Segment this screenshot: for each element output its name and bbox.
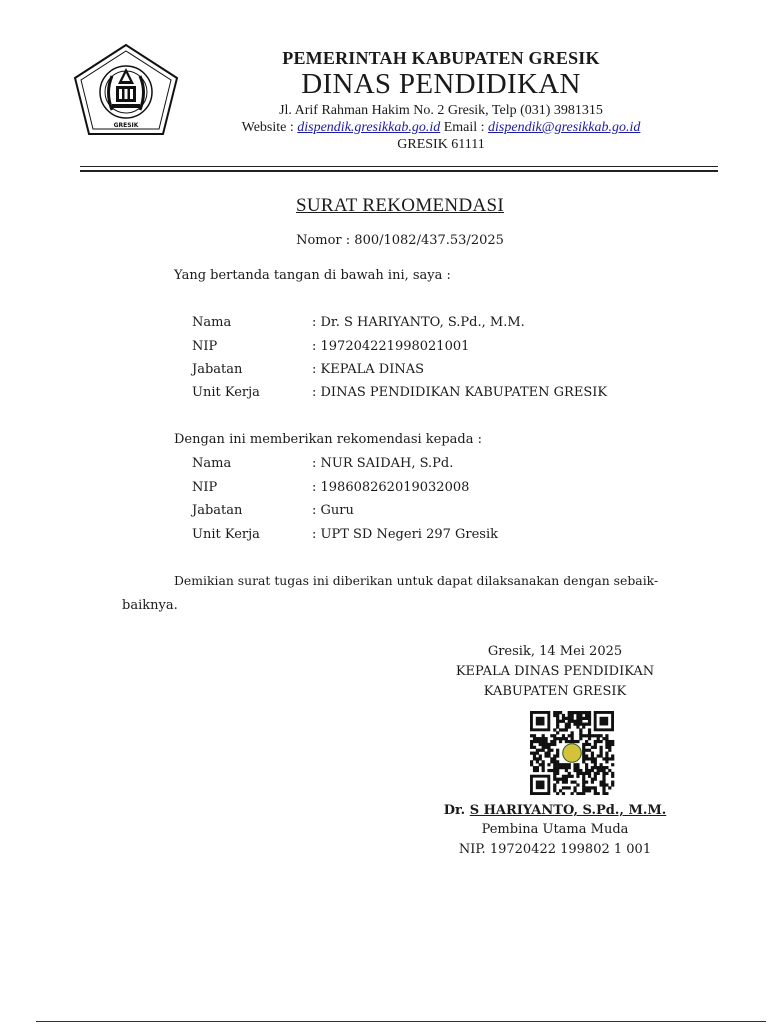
- signer-value-unit-kerja: : DINAS PENDIDIKAN KABUPATEN GRESIK: [312, 385, 608, 400]
- recipient-label-jabatan: Jabatan: [192, 503, 243, 518]
- website-link[interactable]: dispendik.gresikkab.go.id: [297, 120, 441, 135]
- signer-position: KEPALA DINAS PENDIDIKAN: [455, 664, 655, 679]
- recipient-value-unit-kerja: : UPT SD Negeri 297 Gresik: [312, 527, 499, 542]
- closing-paragraph-line2: baiknya.: [122, 598, 178, 613]
- recipient-value-nip: : 198608262019032008: [312, 480, 470, 495]
- government-name: PEMERINTAH KABUPATEN GRESIK: [282, 48, 600, 68]
- signer-label-nip: NIP: [192, 339, 218, 354]
- intro-text: Yang bertanda tangan di bawah ini, saya :: [174, 268, 451, 283]
- signer-label-unit-kerja: Unit Kerja: [192, 385, 260, 400]
- recommendation-intro: Dengan ini memberikan rekomendasi kepada :: [174, 432, 483, 447]
- letterhead-divider-thin: [80, 166, 718, 167]
- recipient-label-nama: Nama: [192, 456, 232, 471]
- signer-nip-label: NIP.: [458, 842, 486, 857]
- signer-label-nama: Nama: [192, 315, 232, 330]
- closing-paragraph-line1: Demikian surat tugas ini diberikan untuk dapat dilaksanakan dengan sebaik-: [174, 573, 659, 588]
- signer-nip-line: [420, 842, 690, 857]
- city-postal: GRESIK 61111: [397, 137, 485, 152]
- website-label: Website :: [241, 120, 294, 135]
- signer-nip: 19720422 199802 1 001: [489, 842, 652, 857]
- page-bottom-line: [36, 1021, 766, 1022]
- signature-qr-code: [527, 711, 617, 795]
- recipient-label-unit-kerja: Unit Kerja: [192, 527, 260, 542]
- signer-name: S HARIYANTO, S.Pd., M.M.: [469, 803, 667, 818]
- agency-name: DINAS PENDIDIKAN: [301, 68, 581, 100]
- signer-rank: Pembina Utama Muda: [481, 822, 629, 837]
- recipient-value-nama: : NUR SAIDAH, S.Pd.: [312, 456, 454, 471]
- signer-value-jabatan: : KEPALA DINAS: [312, 362, 425, 377]
- signer-label-jabatan: Jabatan: [192, 362, 243, 377]
- emblem-text: GRESIK: [113, 122, 139, 129]
- document-number: Nomor : 800/1082/437.53/2025: [296, 233, 504, 248]
- letterhead-divider-thick: [80, 170, 718, 172]
- recipient-label-nip: NIP: [192, 480, 218, 495]
- email-label: Email :: [443, 120, 485, 135]
- signer-value-nama: : Dr. S HARIYANTO, S.Pd., M.M.: [312, 315, 525, 330]
- gresik-regency-emblem: [72, 42, 180, 138]
- signer-name-prefix: Dr.: [443, 803, 470, 818]
- document-title: SURAT REKOMENDASI: [296, 195, 504, 216]
- agency-address: Jl. Arif Rahman Hakim No. 2 Gresik, Telp (031) 3981315: [279, 103, 603, 118]
- email-link[interactable]: dispendik@gresikkab.go.id: [488, 120, 641, 135]
- recipient-value-jabatan: : Guru: [312, 503, 354, 518]
- signer-name-line: [420, 803, 690, 818]
- contact-line: [200, 120, 682, 136]
- place-date: Gresik, 14 Mei 2025: [487, 644, 623, 659]
- signer-value-nip: : 197204221998021001: [312, 339, 470, 354]
- signer-position-region: KABUPATEN GRESIK: [483, 684, 627, 699]
